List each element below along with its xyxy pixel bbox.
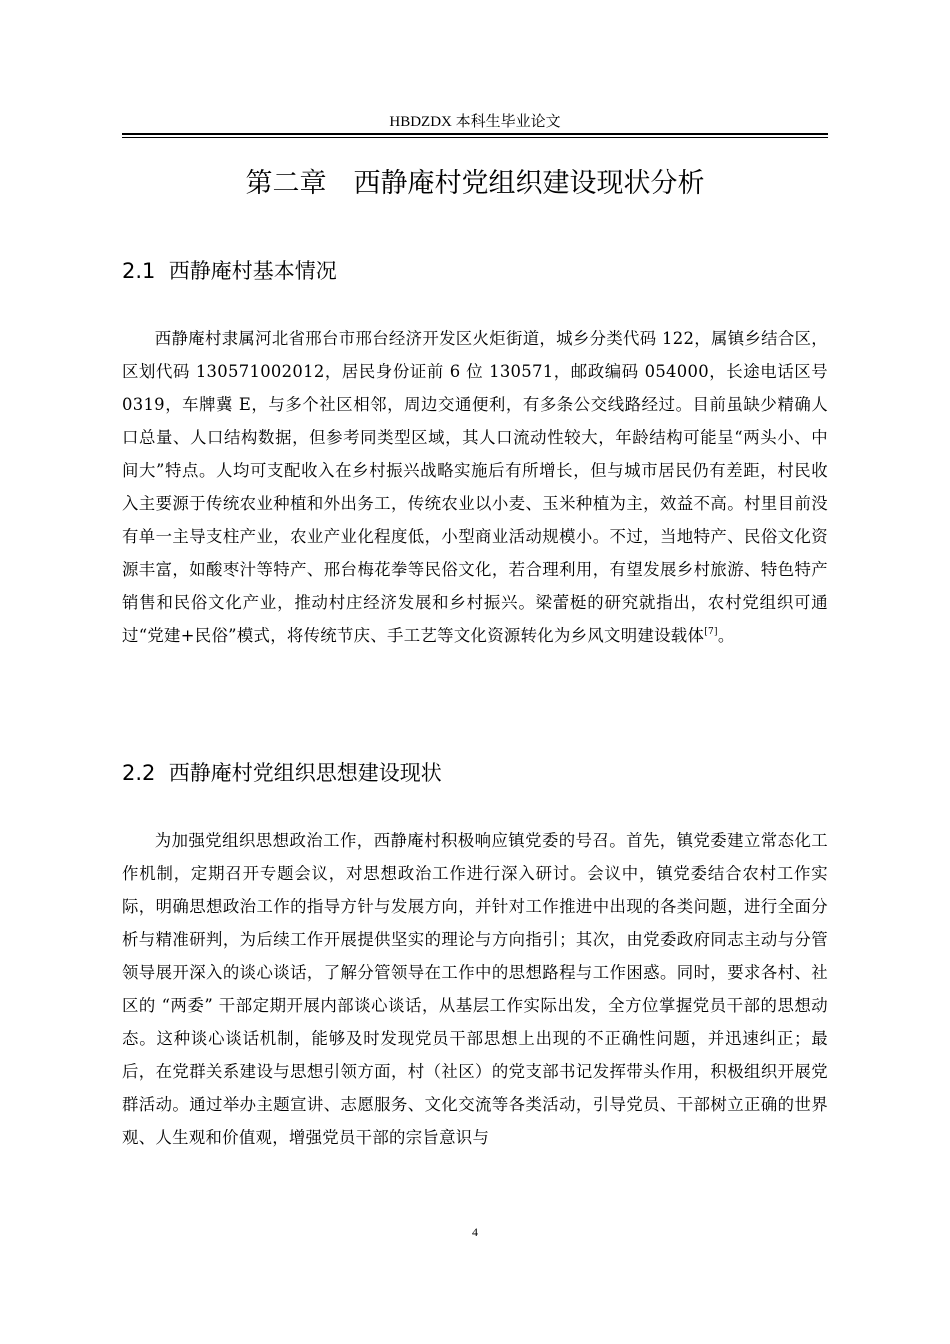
section-heading-2-2: 2.2 西静庵村党组织思想建设现状 [122,761,442,785]
page-header: HBDZDX 本科生毕业论文 [389,114,561,130]
section-paragraph-2-2 [122,824,828,1154]
header-rule [122,133,828,135]
citation-ref: [7] [704,627,718,637]
paragraph-end: 。 [717,626,735,645]
page-number: 4 [472,1225,478,1239]
section-heading-2-1: 2.1 西静庵村基本情况 [122,259,337,283]
section-paragraph-2-1 [122,322,828,652]
chapter-title: 第二章 西静庵村党组织建设现状分析 [245,168,705,199]
paragraph-text: 西静庵村隶属河北省邢台市邢台经济开发区火炬街道，城乡分类代码 122，属镇乡结合区，区划代码 130571002012，居民身份证前 6 位 130571，邮政编码 054000，长途电话区号 0319，车牌冀 E，与多个社区相邻，周边交通便利，有多条公交线路经过。目前虽缺少精确人口总量、人口结构数据，但参考同类型区域，其人口流动性较大，年龄结构可能呈“两头小、中间大”特点。人均可支配收入在乡村振兴战略实施后有所增长，但与城市居民仍有差距，村民收入主要源于传统农业种植和外出务工，传统农业以小麦、玉米种植为主，效益不高。村里目前没有单一主导支柱产业，农业产业化程度低，小型商业活动规模小。不过，当地特产、民俗文化资源丰富，如酸枣汁等特产、邢台梅花拳等民俗文化，若合理利用，有望发展乡村旅游、特色特产销售和民俗文化产业，推动村庄经济发展和乡村振兴。梁蕾梃的研究就指出，农村党组织可通过“党建+民俗”模式，将传统节庆、手工艺等文化资源转化为乡风文明建设载体 [122,329,828,645]
header-rule-thin [122,137,828,138]
paragraph-text: 为加强党组织思想政治工作，西静庵村积极响应镇党委的号召。首先，镇党委建立常态化工作机制，定期召开专题会议，对思想政治工作进行深入研讨。会议中，镇党委结合农村工作实际，明确思想政治工作的指导方针与发展方向，并针对工作推进中出现的各类问题，进行全面分析与精准研判，为后续工作开展提供坚实的理论与方向指引；其次，由党委政府同志主动与分管领导展开深入的谈心谈话，了解分管领导在工作中的思想路程与工作困惑。同时，要求各村、社区的 “两委” 干部定期开展内部谈心谈话，从基层工作实际出发，全方位掌握党员干部的思想动态。这种谈心谈话机制，能够及时发现党员干部思想上出现的不正确性问题，并迅速纠正；最后，在党群关系建设与思想引领方面，村（社区）的党支部书记发挥带头作用，积极组织开展党群活动。通过举办主题宣讲、志愿服务、文化交流等各类活动，引导党员、干部树立正确的世界观、人生观和价值观，增强党员干部的宗旨意识与 [122,831,828,1147]
